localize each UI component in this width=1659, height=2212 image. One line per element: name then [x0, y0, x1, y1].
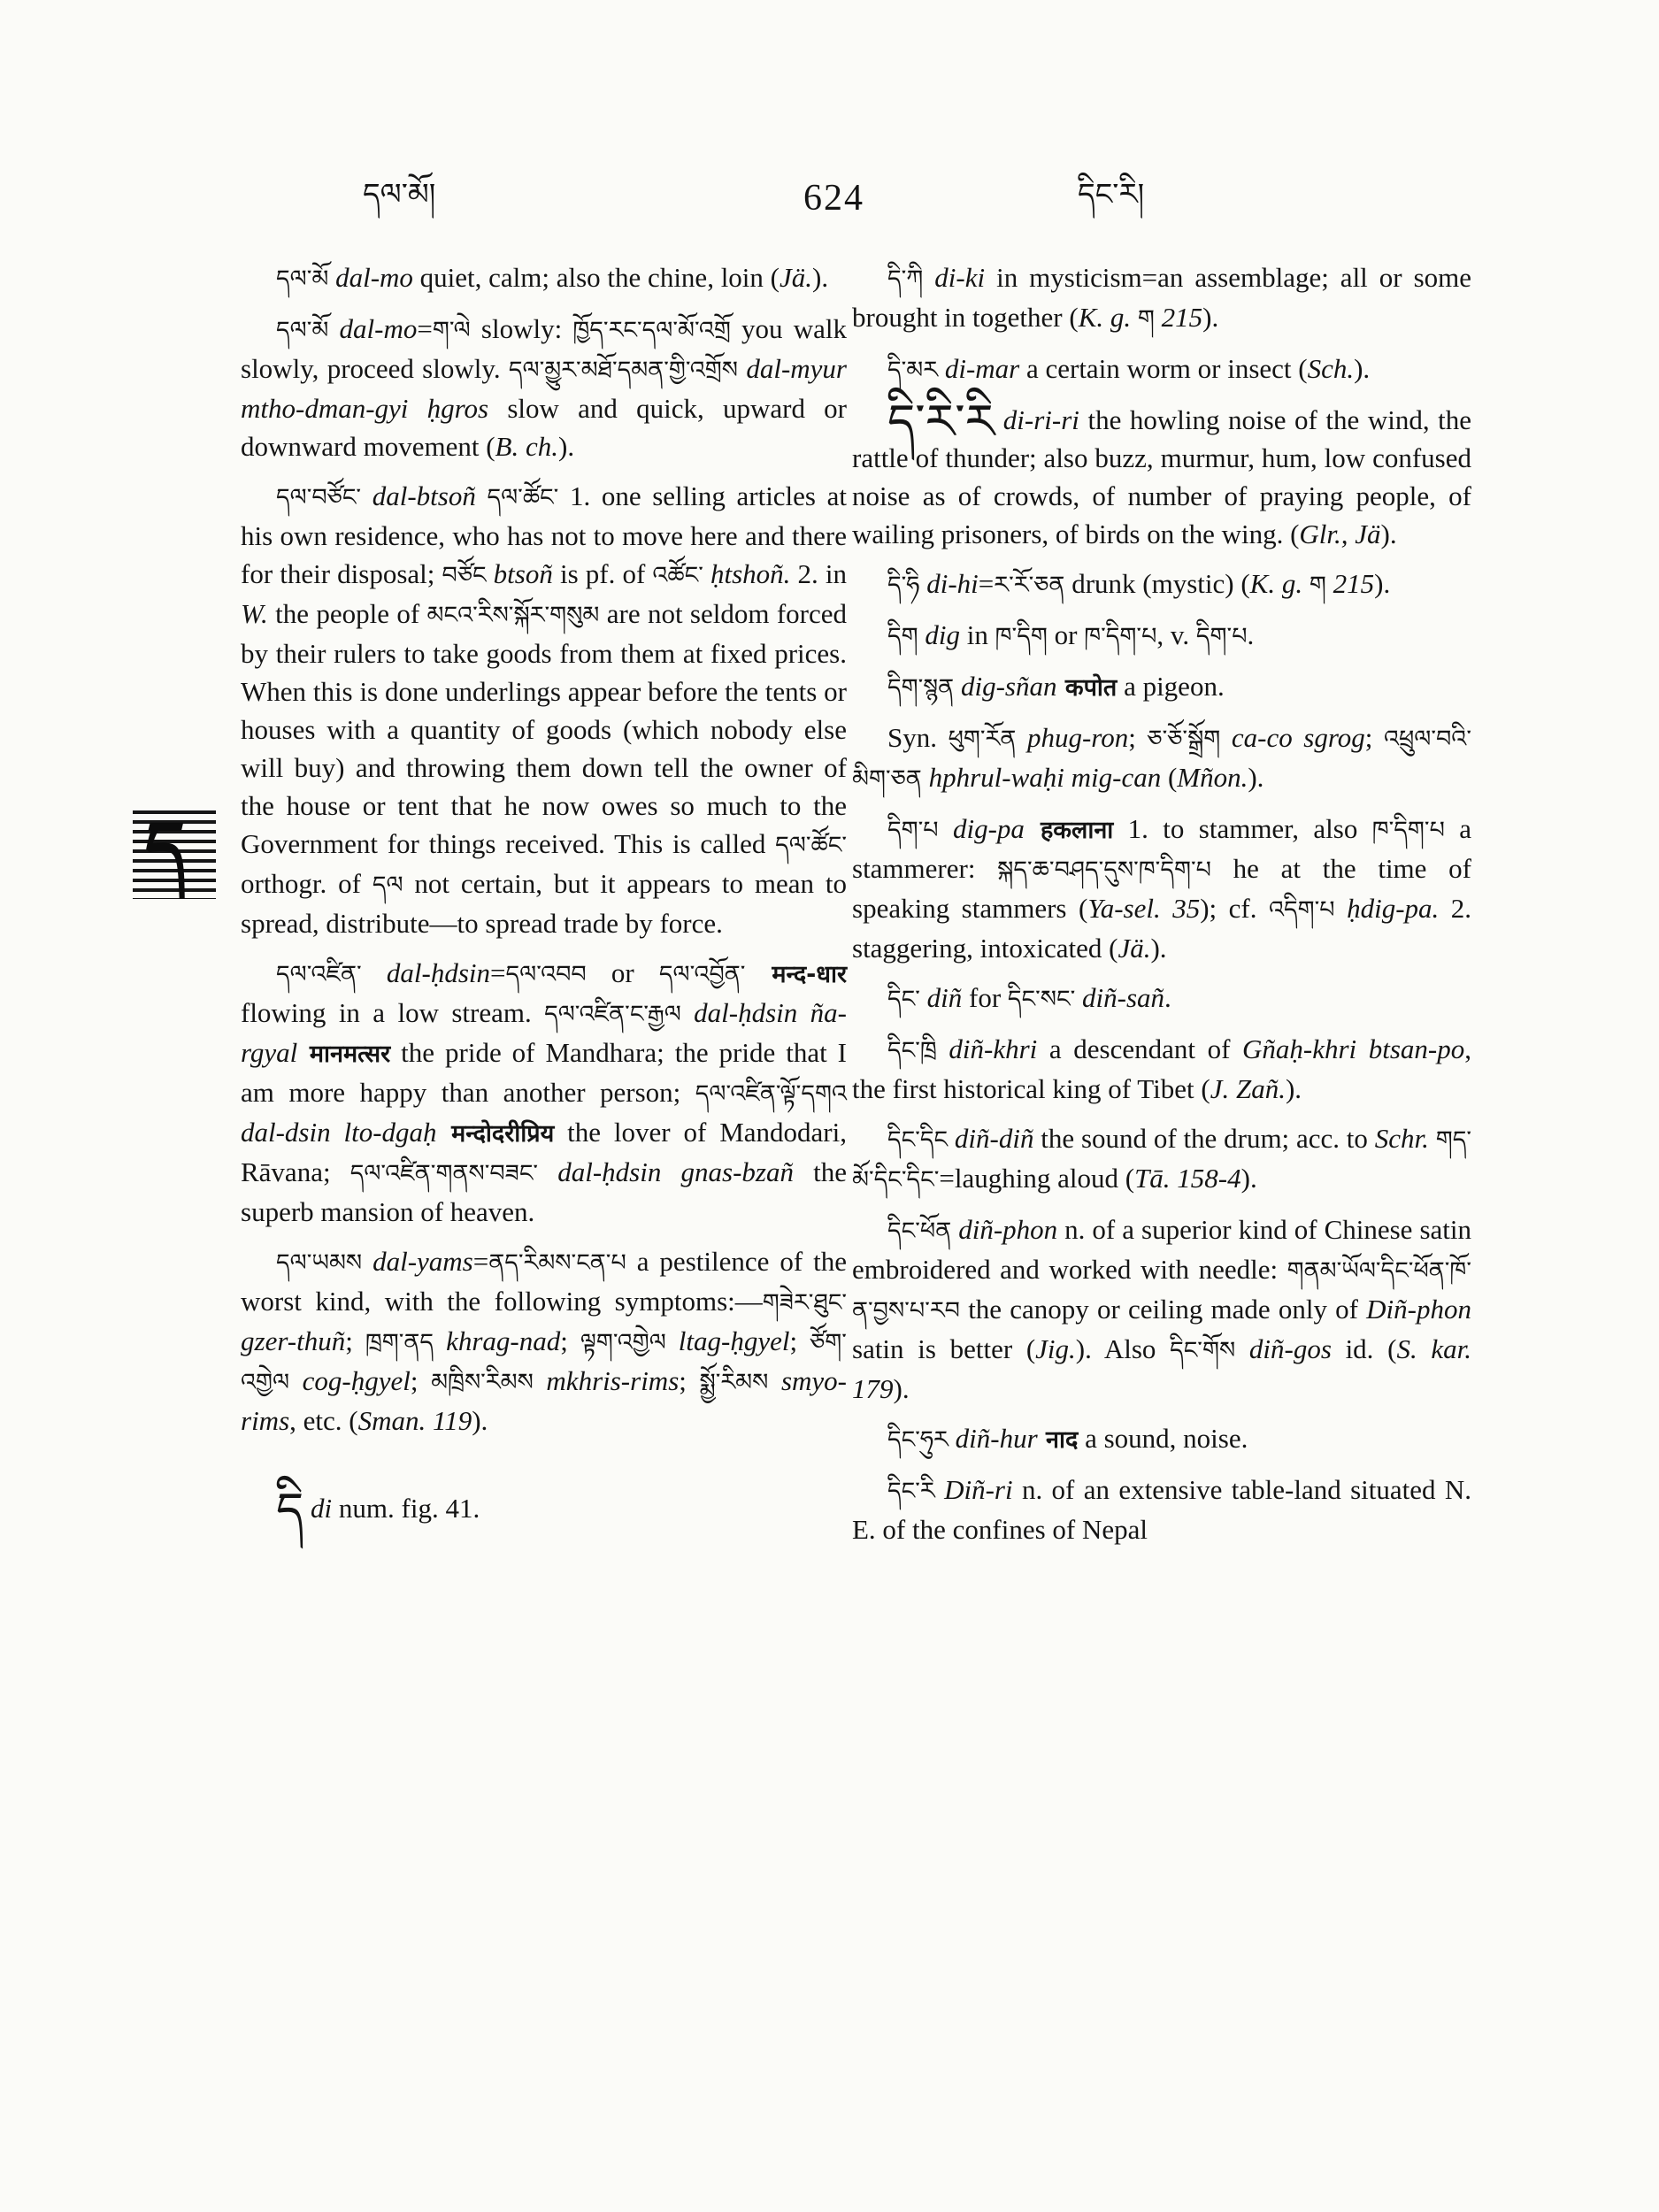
- definition-text: drunk (mystic) (: [1064, 568, 1250, 599]
- transliteration-text: dig-pa: [938, 813, 1025, 844]
- dictionary-entry: [241, 1482, 847, 1538]
- definition-text: for: [962, 982, 1008, 1013]
- tibetan-text: གད་མོ་དིང་དིང་: [852, 1126, 1471, 1194]
- transliteration-text: gzer-thuñ: [241, 1325, 346, 1356]
- tibetan-text: དལ་མོ: [276, 317, 329, 344]
- tibetan-text: དིང་: [887, 986, 920, 1013]
- tibetan-text: ཁ་དིག: [995, 623, 1048, 650]
- devanagari-text: मन्द-धार: [745, 961, 847, 988]
- definition-text: Syn.: [887, 722, 949, 753]
- transliteration-text: ltag-ḥgyel: [665, 1325, 790, 1356]
- transliteration-text: Jig.: [1035, 1333, 1076, 1364]
- definition-text: num. fig. 41.: [332, 1493, 480, 1524]
- dictionary-entry: [852, 394, 1471, 553]
- transliteration-text: diñ-khri: [936, 1033, 1038, 1064]
- tibetan-text: དིང་སང་: [1007, 986, 1076, 1013]
- transliteration-text: dal-ḥdsin: [361, 957, 491, 988]
- tibetan-text: དལ་མྱུར་མཐོ་དམན་གྱི་འགྲོས: [508, 357, 739, 384]
- definition-text: ).: [1354, 353, 1371, 384]
- definition-text: ).: [1248, 762, 1264, 793]
- definition-text: are not seldom forced by their rulers to take goods from them at fixed prices. When this is done underlings appear before the tents or houses with a quantity of goods (which nobody else will buy) and throwing them down tell the owner of the house or tent that he now owes so much to the Government for things received. This is called: [241, 598, 848, 859]
- definition-text: ;: [345, 1325, 365, 1356]
- definition-text: ;: [789, 1325, 810, 1356]
- tibetan-text: ག་ལེ: [432, 317, 471, 344]
- transliteration-text: W.: [241, 598, 268, 629]
- definition-text: ).: [472, 1405, 488, 1436]
- tibetan-text: དལ་འཛིན་: [276, 961, 362, 988]
- devanagari-text: मन्दोदरीप्रिय: [436, 1120, 555, 1148]
- tibetan-text: དི: [276, 1482, 304, 1538]
- tibetan-text: ཙོག་འགྱེལ: [241, 1329, 847, 1396]
- tibetan-text: ནད་རིམས་ངན་པ: [488, 1249, 626, 1277]
- right-column: [852, 258, 1471, 1560]
- definition-text: a sound, noise.: [1078, 1423, 1248, 1454]
- definition-text: the sound of the drum; acc. to: [1033, 1123, 1375, 1154]
- transliteration-text: J. Zañ.: [1210, 1073, 1286, 1104]
- tibetan-text: དལ: [372, 872, 403, 899]
- tibetan-text: ཕུག་རོན: [948, 726, 1017, 753]
- transliteration-text: khrag-nad: [434, 1325, 561, 1356]
- tibetan-text: ཁ་དིག་པ: [1371, 817, 1445, 844]
- margin-section-marker: [133, 810, 216, 899]
- transliteration-text: dal-yams: [362, 1246, 473, 1277]
- transliteration-text: diñ-sañ: [1075, 982, 1165, 1013]
- transliteration-text: Sman. 119: [357, 1405, 472, 1436]
- tibetan-text: དི་ཀི: [887, 265, 924, 293]
- definition-text: in: [960, 619, 995, 650]
- definition-text: is pf. of: [552, 558, 653, 589]
- definition-text: =: [978, 568, 995, 599]
- transliteration-text: S. kar. 179: [852, 1333, 1472, 1404]
- tibetan-text: འདིག་པ: [1268, 896, 1335, 924]
- dictionary-entry: [852, 258, 1471, 338]
- transliteration-text: 215: [1325, 568, 1375, 599]
- definition-text: ).: [1285, 1073, 1302, 1104]
- transliteration-text: cog-ḥgyel: [289, 1365, 411, 1396]
- dictionary-entry: [852, 718, 1471, 798]
- definition-text: a certain worm or insect (: [1019, 353, 1308, 384]
- definition-text: ).: [812, 262, 829, 293]
- dictionary-entry: [241, 477, 847, 942]
- tibetan-text: ལྟག་འགྱེལ: [580, 1329, 666, 1356]
- dictionary-entry: [852, 667, 1471, 707]
- definition-text: ;: [1128, 722, 1148, 753]
- transliteration-text: K. g.: [1249, 568, 1303, 599]
- definition-text: =: [490, 957, 506, 988]
- definition-text: ;: [679, 1365, 700, 1396]
- definition-text: =: [472, 1246, 489, 1277]
- definition-text: 2. staggering, intoxicated (: [852, 893, 1472, 964]
- definition-text: [1302, 568, 1310, 599]
- transliteration-text: phug-ron: [1016, 722, 1129, 753]
- tibetan-text: དལ་ཚོང་: [775, 832, 847, 859]
- dictionary-entry: [852, 565, 1471, 604]
- definition-text: the superb mansion of heaven.: [241, 1156, 847, 1227]
- definition-text: you walk slowly, proceed slowly.: [241, 313, 847, 384]
- tibetan-text: དིང་དིང: [887, 1126, 949, 1154]
- tibetan-text: དིང་ཁྲི: [887, 1037, 937, 1064]
- tibetan-text: དི་རི་རི: [887, 394, 995, 449]
- tibetan-text: དལ་འབབ: [505, 961, 587, 988]
- definition-text: ).: [1374, 568, 1391, 599]
- tibetan-text: དིང་རི: [887, 1478, 935, 1505]
- tibetan-text: མངའ་རིས་སྐོར་གསུམ: [426, 602, 600, 629]
- definition-text: in mysticism=an assemblage; all or some brought in together (: [852, 262, 1472, 333]
- definition-text: id. (: [1331, 1333, 1397, 1364]
- transliteration-text: btsoñ: [486, 558, 553, 589]
- devanagari-text: मानमत्सर: [297, 1041, 391, 1068]
- transliteration-text: dal-dsin lto-dgaḥ: [241, 1117, 437, 1148]
- transliteration-text: di-ri-ri: [995, 404, 1079, 435]
- definition-text: ).: [1150, 933, 1167, 964]
- definition-text: a descendant of: [1037, 1033, 1242, 1064]
- definition-text: n. of an extensive table-land situated N. E. of the confines of Nepal: [852, 1474, 1472, 1545]
- tibetan-text: བཙོང: [442, 562, 487, 589]
- definition-text: 2. in: [790, 558, 848, 589]
- tibetan-letter-da: ད: [145, 810, 186, 887]
- tibetan-text: དལ་ཚོང་: [487, 484, 559, 511]
- transliteration-text: dal-ḥdsin gnas-bzañ: [538, 1156, 794, 1187]
- devanagari-text: कपोत: [1056, 674, 1118, 702]
- definition-text: the howling noise of the wind, the rattle of thunder; also buzz, murmur, hum, low confused noise as of crowds, of number of praying people, of wailing prisoners, of birds on the wing. (: [852, 404, 1471, 549]
- tibetan-text: མཁྲིས་རིམས: [431, 1369, 534, 1396]
- definition-text: 1. one selling articles at his own residence, who has not to move here and there for their disposal;: [241, 480, 847, 589]
- tibetan-text: གནམ་ཡོལ་དིང་ཕོན་ཁོ་ན་བྱས་པ་རབ: [852, 1257, 1471, 1325]
- transliteration-text: diñ-gos: [1235, 1333, 1332, 1364]
- dictionary-entry: [241, 258, 847, 298]
- definition-text: quiet, calm; also the chine, loin (: [412, 262, 780, 293]
- definition-text: the canopy or ceiling made only of: [960, 1294, 1367, 1325]
- transliteration-text: di-ki: [923, 262, 986, 293]
- definition-text: ); cf.: [1200, 893, 1269, 924]
- tibetan-text: དལ་བཙོང་: [276, 484, 362, 511]
- transliteration-text: dal-btsoñ: [361, 480, 488, 511]
- transliteration-text: Mñon.: [1177, 762, 1248, 793]
- definition-text: the people of: [267, 598, 427, 629]
- dictionary-entry: [852, 1030, 1471, 1108]
- transliteration-text: Diñ-ri: [934, 1474, 1013, 1505]
- definition-text: ). Also: [1075, 1333, 1171, 1364]
- transliteration-text: Schr.: [1374, 1123, 1429, 1154]
- dictionary-entry: [852, 810, 1471, 967]
- transliteration-text: ḥtshoñ.: [703, 558, 791, 589]
- transliteration-text: smyo-rims: [241, 1365, 847, 1436]
- tibetan-text: འཚོང་: [652, 562, 703, 589]
- transliteration-text: diñ: [919, 982, 963, 1013]
- transliteration-text: ca-co sgrog: [1220, 722, 1365, 753]
- dictionary-entry: [852, 349, 1471, 389]
- tibetan-text: ག: [1137, 305, 1155, 333]
- tibetan-text: ཁ་དིག་པ: [1084, 623, 1157, 650]
- transliteration-text: di-mar: [938, 353, 1020, 384]
- tibetan-text: ཁྱོད་རང་དལ་མོ་འགྲོ: [572, 317, 731, 344]
- transliteration-text: ḥdig-pa.: [1334, 893, 1440, 924]
- transliteration-text: Tā. 158-4: [1134, 1163, 1241, 1194]
- transliteration-text: dal-ḥdsin ña-rgyal: [241, 997, 847, 1068]
- dictionary-entry: [241, 1242, 847, 1440]
- transliteration-text: Jä.: [780, 262, 813, 293]
- transliteration-text: di: [303, 1493, 333, 1524]
- definition-text: or: [1047, 619, 1085, 650]
- dictionary-entry: [852, 1419, 1471, 1459]
- definition-text: a pestilence of the worst kind, with the following symptoms:—: [241, 1246, 847, 1317]
- tibetan-text: ག: [1309, 572, 1326, 599]
- dictionary-entry: [852, 1210, 1471, 1408]
- transliteration-text: dal-myur mtho-dman-gyi ḥgros: [241, 353, 847, 424]
- transliteration-text: dal-mo: [328, 262, 413, 293]
- tibetan-text: དི་ཧི: [887, 572, 920, 599]
- transliteration-text: Jä.: [1118, 933, 1151, 964]
- tibetan-text: སྐད་ཆ་བཤད་དུས་ཁ་དིག་པ: [997, 856, 1211, 884]
- tibetan-text: དལ་འཛིན་ང་རྒྱལ: [544, 1001, 681, 1028]
- definition-text: ;: [560, 1325, 580, 1356]
- dictionary-entry: [852, 1119, 1471, 1199]
- definition-text: 1. to stammer, also: [1113, 813, 1372, 844]
- tibetan-text: དལ་འཛིན་གནས་བཟང་: [349, 1160, 539, 1187]
- definition-text: ;: [410, 1365, 432, 1396]
- tibetan-text: དིག་པ: [887, 817, 939, 844]
- transliteration-text: B. ch.: [495, 431, 558, 462]
- dictionary-entry: [852, 616, 1471, 656]
- definition-text: or: [586, 957, 659, 988]
- definition-text: n. of a superior kind of Chinese satin embroidered and worked with needle:: [852, 1214, 1471, 1285]
- transliteration-text: diñ-hur: [948, 1423, 1038, 1454]
- tibetan-text: དིང་ཕོན: [887, 1217, 952, 1245]
- tibetan-text: དལ་འབྱོན་: [658, 961, 746, 988]
- definition-text: the pride of Mandhara; the pride that I am more happy than another person;: [241, 1037, 847, 1108]
- definition-text: ).: [893, 1373, 910, 1404]
- definition-text: , the first historical king of Tibet (: [852, 1033, 1472, 1104]
- definition-text: a pigeon.: [1117, 671, 1225, 702]
- definition-text: ).: [1240, 1163, 1257, 1194]
- tibetan-text: དིག་པ: [1195, 623, 1248, 650]
- definition-text: ).: [1202, 302, 1219, 333]
- transliteration-text: Gñaḥ-khri btsan-po: [1242, 1033, 1465, 1064]
- transliteration-text: 215: [1154, 302, 1203, 333]
- definition-text: (: [1161, 762, 1178, 793]
- transliteration-text: K. g.: [1078, 302, 1132, 333]
- definition-text: ;: [1364, 722, 1384, 753]
- tibetan-text: དི་མར: [887, 357, 939, 384]
- transliteration-text: dal-mo: [328, 313, 418, 344]
- transliteration-text: dig: [918, 619, 961, 650]
- definition-text: the lover of Mandodari, Rāvana;: [241, 1117, 847, 1187]
- definition-text: a stammerer:: [852, 813, 1472, 884]
- left-column: [241, 258, 847, 1539]
- tibetan-text: ཁྲག་ནད: [365, 1329, 434, 1356]
- transliteration-text: diñ-phon: [951, 1214, 1058, 1245]
- definition-text: , etc. (: [289, 1405, 358, 1436]
- definition-text: slow and quick, upward or downward movement (: [241, 393, 847, 462]
- tibetan-text: ར་རོ་ཅན: [994, 572, 1065, 599]
- tibetan-text: དིང་ཧུར: [887, 1426, 949, 1454]
- definition-text: flowing in a low stream.: [241, 997, 545, 1028]
- definition-text: ).: [1380, 518, 1397, 549]
- devanagari-text: हकलाना: [1024, 817, 1114, 844]
- dictionary-entry: [852, 979, 1471, 1018]
- transliteration-text: Sch.: [1307, 353, 1355, 384]
- transliteration-text: hphrul-waḥi mig-can: [921, 762, 1162, 793]
- definition-text: satin is better (: [852, 1333, 1036, 1364]
- definition-text: =: [417, 313, 433, 344]
- definition-text: [1131, 302, 1138, 333]
- transliteration-text: di-hi: [919, 568, 979, 599]
- header-keyword-left: དལ་མོ།: [363, 177, 436, 212]
- definition-text: , v.: [1156, 619, 1196, 650]
- tibetan-text: དིང་གོས: [1170, 1337, 1236, 1364]
- tibetan-text: དལ་ཡམས: [276, 1249, 363, 1277]
- tibetan-text: སྨྱོ་རིམས: [699, 1369, 769, 1396]
- definition-text: .: [1247, 619, 1255, 650]
- header-keyword-right: དིང་རི།: [1078, 177, 1145, 212]
- definition-text: [1429, 1123, 1436, 1154]
- devanagari-text: नाद: [1037, 1426, 1079, 1454]
- definition-text: he at the time of speaking stammers (: [852, 853, 1471, 924]
- dictionary-entry: [241, 310, 847, 465]
- definition-text: ).: [558, 431, 575, 462]
- definition-text: orthogr. of: [241, 868, 373, 899]
- definition-text: slowly:: [470, 313, 573, 344]
- transliteration-text: mkhris-rims: [533, 1365, 680, 1396]
- transliteration-text: Ya-sel. 35: [1087, 893, 1201, 924]
- tibetan-text: དལ་མོ: [276, 265, 329, 293]
- tibetan-text: དལ་འཛིན་ལྟོ་དགའ: [695, 1080, 847, 1108]
- tibetan-text: ཅ་ཅོ་སྒྲོག: [1147, 726, 1221, 753]
- page-number: 624: [803, 178, 864, 219]
- transliteration-text: diñ-diñ: [948, 1123, 1034, 1154]
- dictionary-entry: [852, 1471, 1471, 1548]
- tibetan-text: འཕྲུལ་བའི་མིག་ཅན: [852, 726, 1471, 793]
- transliteration-text: Glr., Jä: [1299, 518, 1381, 549]
- tibetan-text: གཟེར་ཐུང་: [762, 1289, 847, 1317]
- dictionary-entry: [241, 954, 847, 1231]
- definition-text: not certain, but it appears to mean to spread, distribute—to spread trade by force.: [241, 868, 847, 939]
- transliteration-text: dig-sñan: [954, 671, 1057, 702]
- definition-text: .: [1164, 982, 1171, 1013]
- definition-text: =laughing aloud (: [939, 1163, 1135, 1194]
- transliteration-text: Diñ-phon: [1366, 1294, 1471, 1325]
- tibetan-text: དིག་སྙན: [887, 674, 955, 702]
- tibetan-text: དིག: [887, 623, 918, 650]
